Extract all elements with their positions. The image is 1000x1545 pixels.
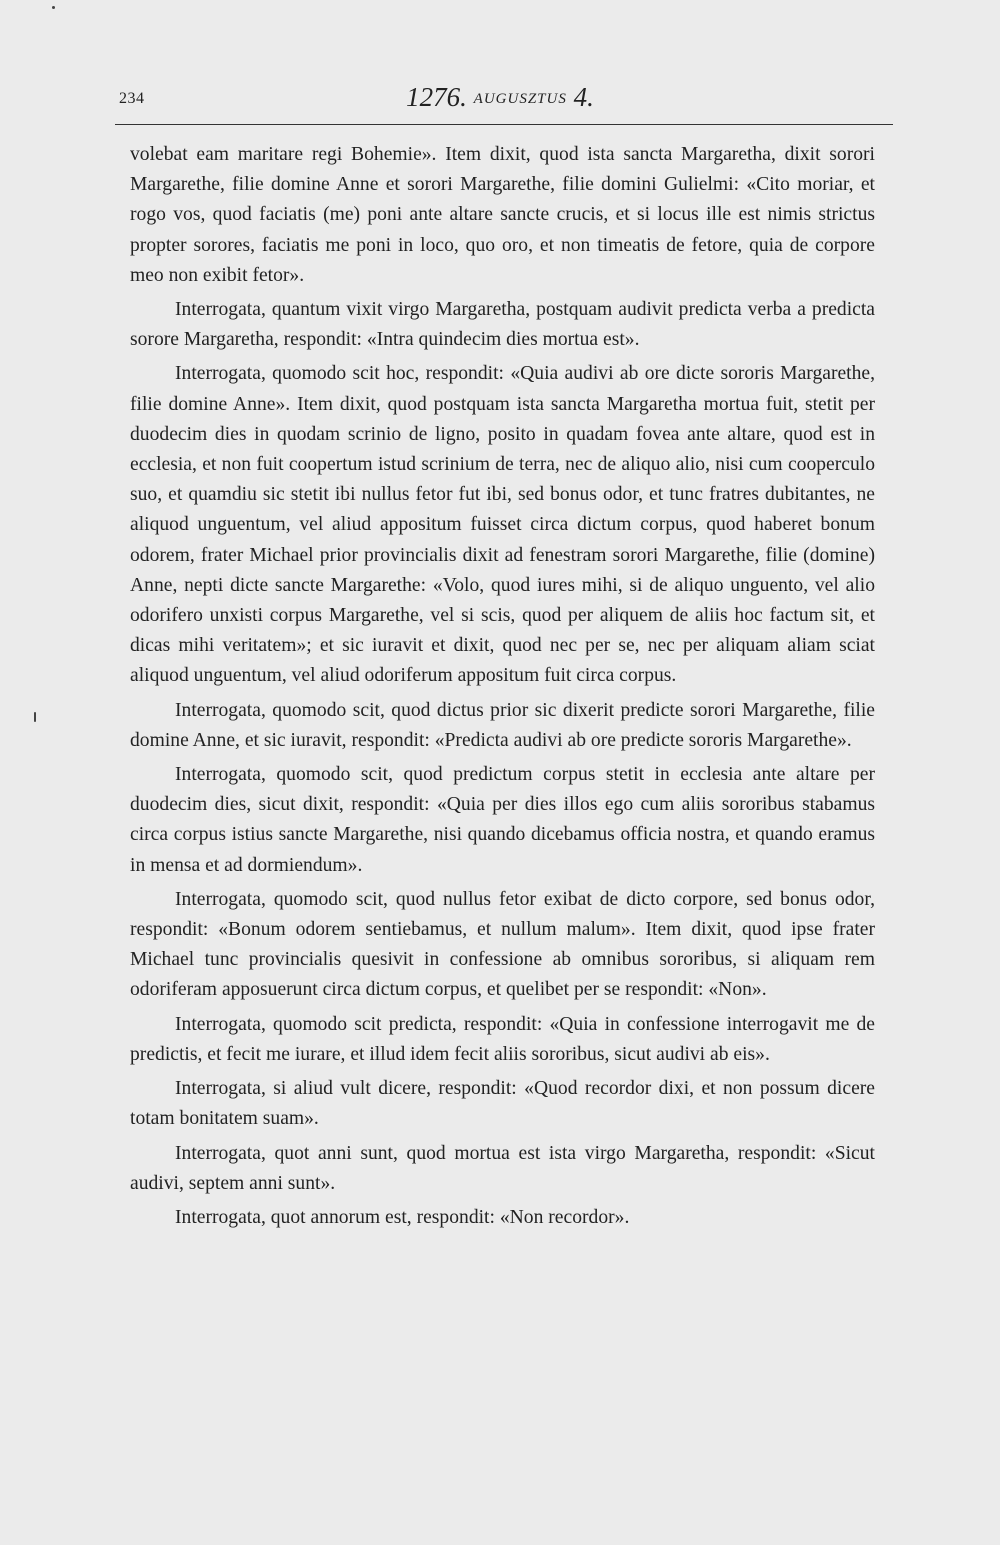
paragraph: Interrogata, quomodo scit predicta, respondit: «Quia in confessione interrogavit me de predictis, et fecit me iurare, et illud idem fecit aliis sororibus, sicut audivi ab eis». <box>130 1013 875 1065</box>
paper-speck <box>52 6 55 9</box>
header-rule <box>115 124 893 125</box>
paragraph: Interrogata, quot annorum est, respondit: «Non recordor». <box>175 1206 630 1228</box>
paragraph: volebat eam maritare regi Bohemie». Item dixit, quod ista sancta Margaretha, dixit sorori Margarethe, filie domine Anne et sorori Margarethe, filie domini Gulielmi: «Cito moriar, et rogo vos, quod faciatis (me) poni ante altare sancte crucis, et si locus ille est nimis strictus propter sorores, faciatis me poni in loco, quo oro, et non timeatis de fetore, quia de corpore meo non exibit fetor». <box>130 144 875 286</box>
running-head-month: AUGUSZTUS <box>473 91 567 107</box>
running-head <box>115 82 885 113</box>
paragraph: Interrogata, quomodo scit, quod predictum corpus stetit in ecclesia ante altare per duodecim dies, sicut dixit, respondit: «Quia per dies illos ego cum aliis sororibus stabamus circa corpus istius sancte Margarethe, nisi quando dicebamus officia nostra, et quando eramus in mensa et ad dormiendum». <box>130 764 875 876</box>
body-text <box>130 140 875 1237</box>
page-number: 234 <box>119 90 145 107</box>
paragraph: Interrogata, quantum vixit virgo Margaretha, postquam audivit predicta verba a predicta sorore Margaretha, respondit: «Intra quindecim dies mortua est». <box>130 299 875 351</box>
page-header <box>115 82 885 122</box>
paragraph: Interrogata, si aliud vult dicere, respondit: «Quod recordor dixi, et non possum dicere totam bonitatem suam». <box>130 1078 875 1130</box>
running-head-year: 1276. <box>406 82 467 112</box>
running-head-day: 4. <box>573 82 594 112</box>
paragraph: Interrogata, quot anni sunt, quod mortua est ista virgo Margaretha, respondit: «Sicut audivi, septem anni sunt». <box>130 1142 875 1194</box>
paragraph: Interrogata, quomodo scit hoc, respondit: «Quia audivi ab ore dicte sororis Margarethe, filie domine Anne». Item dixit, quod postquam ista sancta Margaretha mortua fuit, stetit per duodecim dies in quodam scrinio de ligno, posito in quadam fovea ante altare, quod est in ecclesia, et non fuit coopertum istud scrinium de terra, nec de aliquo alio, nisi cum cooperculo suo, et quamdiu sic stetit ibi nullus fetor fut ibi, sed bonus odor, et tunc fratres dubitantes, ne aliquod unguentum, vel aliud appositum fuisset circa dictum corpus, quod haberet bonum odorem, frater Michael prior provincialis dixit ad fenestram sorori Margarethe, filie (domine) Anne, nepti dicte sancte Margarethe: «Volo, quod iures mihi, si de aliquo unguento, vel alio odorifero unxisti corpus Margarethe, vel si scis, quod per aliquem de aliis hoc factum sit, et dicas mihi veritatem»; et sic iuravit et dixit, quod nec per se, nec per aliquam aliam sciat aliquod unguentum, vel aliud odoriferum appositum fuit circa corpus. <box>130 363 875 687</box>
paragraph: Interrogata, quomodo scit, quod dictus prior sic dixerit predicte sorori Margarethe, filie domine Anne, et sic iuravit, respondit: «Predicta audivi ab ore predicte sororis Margarethe». <box>130 699 875 751</box>
paragraph: Interrogata, quomodo scit, quod nullus fetor exibat de dicto corpore, sed bonus odor, respondit: «Bonum odorem sentiebamus, et nullum malum». Item dixit, quod ipse frater Michael tunc provincialis quesivit in confessione ab omnibus sororibus, si aliquam rem odoriferam apposuerunt circa dictum corpus, et quelibet per se respondit: «Non». <box>130 888 875 1001</box>
paper-speck <box>34 712 36 722</box>
